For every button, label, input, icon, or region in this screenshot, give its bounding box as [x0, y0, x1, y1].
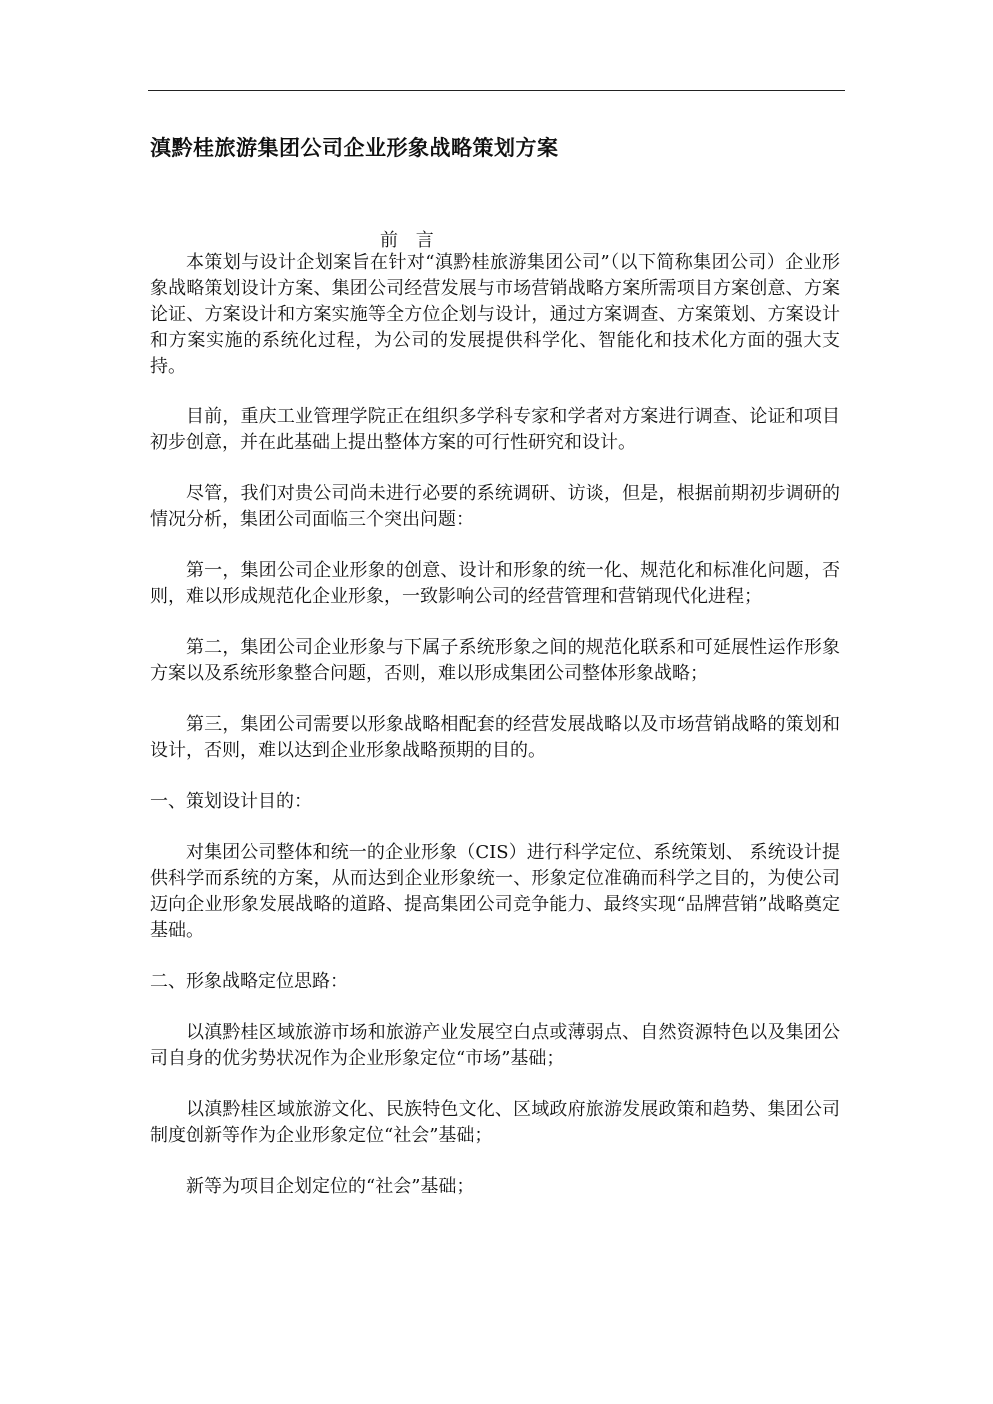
- section-paragraph: 新等为项目企划定位的“社会”基础；: [186, 1176, 475, 1197]
- section-paragraph: 以滇黔桂区域旅游市场和旅游产业发展空白点或薄弱点、自然资源特色以及集团公司自身的优劣势状况作为企业形象定位“市场”基础；: [150, 1022, 840, 1069]
- preface-paragraph: 第二，集团公司企业形象与下属子系统形象之间的规范化联系和可延展性运作形象方案以及系统形象整合问题，否则，难以形成集团公司整体形象战略；: [150, 637, 840, 684]
- section-paragraph: 对集团公司整体和统一的企业形象（CIS）进行科学定位、系统策划、 系统设计提供科学而系统的方案，从而达到企业形象统一、形象定位准确而科学之目的，为使公司迈向企业形象发展战略的道路、提高集团公司竞争能力、最终实现“品牌营销”战略奠定基础。: [150, 842, 840, 941]
- document-body: [150, 250, 840, 1225]
- preface-paragraph: 第一，集团公司企业形象的创意、设计和形象的统一化、规范化和标准化问题，否则，难以形成规范化企业形象，一致影响公司的经营管理和营销现代化进程；: [150, 560, 840, 607]
- section-heading-positioning: 二、形象战略定位思路：: [150, 971, 348, 992]
- section-paragraph: 以滇黔桂区域旅游文化、民族特色文化、区域政府旅游发展政策和趋势、集团公司制度创新等作为企业形象定位“社会”基础；: [150, 1099, 840, 1146]
- preface-heading: 前 言: [380, 230, 434, 251]
- header-rule: [148, 90, 845, 91]
- preface-paragraph: 第三，集团公司需要以形象战略相配套的经营发展战略以及市场营销战略的策划和设计，否则，难以达到企业形象战略预期的目的。: [150, 714, 840, 761]
- preface-paragraph: 尽管，我们对贵公司尚未进行必要的系统调研、访谈，但是，根据前期初步调研的情况分析，集团公司面临三个突出问题：: [150, 483, 840, 530]
- preface-paragraph: 本策划与设计企划案旨在针对“滇黔桂旅游集团公司”（以下简称集团公司）企业形象战略策划设计方案、集团公司经营发展与市场营销战略方案所需项目方案创意、方案论证、方案设计和方案实施等全方位企划与设计，通过方案调查、方案策划、方案设计和方案实施的系统化过程，为公司的发展提供科学化、智能化和技术化方面的强大支持。: [150, 252, 840, 377]
- preface-paragraph: 目前，重庆工业管理学院正在组织多学科专家和学者对方案进行调查、论证和项目初步创意，并在此基础上提出整体方案的可行性研究和设计。: [150, 406, 840, 453]
- section-heading-purpose: 一、策划设计目的：: [150, 791, 312, 812]
- document-title: 滇黔桂旅游集团公司企业形象战略策划方案: [150, 135, 559, 160]
